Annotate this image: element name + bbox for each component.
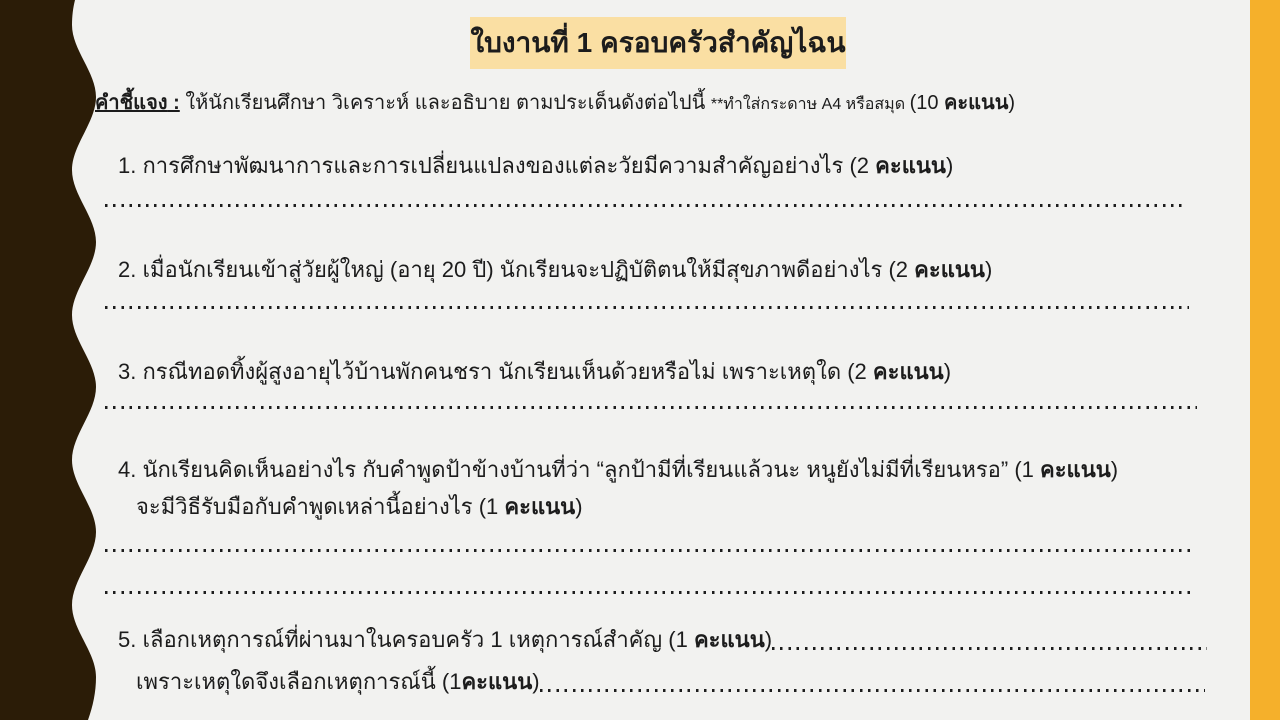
score-word: คะแนน [461, 669, 533, 694]
score-word: คะแนน [1040, 457, 1111, 482]
instructions-label [95, 92, 180, 114]
question-2 [118, 254, 992, 286]
question-text: เลือกเหตุการณ์ที่ผ่านมาในครอบครัว 1 เหตุการณ์สำคัญ [136, 627, 669, 652]
question-number: 3. [118, 359, 137, 384]
answer-line [105, 591, 1191, 594]
question-3 [118, 356, 951, 388]
instructions-score-close: ) [1008, 92, 1016, 114]
score-open: (1 [1014, 457, 1040, 482]
question-number: 5. [118, 627, 137, 652]
score-close: ) [943, 359, 952, 384]
score-close: ) [984, 257, 993, 282]
instructions-note: **ทำใส่กระดาษ A4 หรือสมุด [710, 96, 910, 113]
question-number: 2. [118, 257, 137, 282]
score-close: ) [764, 627, 773, 652]
score-open: (2 [849, 153, 876, 178]
score-open: (1 [478, 494, 505, 519]
instructions-colon: : [167, 92, 180, 114]
score-word: คะแนน [693, 627, 765, 652]
question-5-line-2-text-group [136, 666, 540, 698]
question-text: นักเรียนคิดเห็นอย่างไร กับคำพูดป้าข้างบ้านที่ว่า “ลูกป้ามีที่เรียนแล้วนะ หนูยังไม่มีที่เรียนหรอ” [136, 457, 1015, 482]
instructions-score-word: คะแนน [944, 92, 1009, 114]
instructions-text: ให้นักเรียนศึกษา วิเคราะห์ และอธิบาย ตามประเด็นดังต่อไปนี้ [179, 92, 711, 114]
question-4 [118, 454, 1118, 486]
question-5-text-group [118, 624, 772, 656]
score-close: ) [945, 153, 954, 178]
instructions-score-open: (10 [909, 92, 945, 114]
instructions-label-text: คำชี้แจง [95, 92, 168, 114]
left-wave-decoration [0, 0, 100, 720]
answer-line [105, 406, 1197, 409]
score-word: คะแนน [504, 494, 576, 519]
score-word: คะแนน [875, 153, 946, 178]
question-1 [118, 150, 953, 182]
score-open: (2 [888, 257, 915, 282]
question-text: เมื่อนักเรียนเข้าสู่วัยผู้ใหญ่ (อายุ 20 ปี) นักเรียนจะปฏิบัติตนให้มีสุขภาพดีอย่างไร [136, 257, 889, 282]
question-4-line-2 [136, 491, 583, 523]
score-open: (1 [441, 669, 462, 694]
instructions [95, 88, 1015, 118]
question-text: การศึกษาพัฒนาการและการเปลี่ยนแปลงของแต่ละวัยมีความสำคัญอย่างไร [136, 153, 850, 178]
score-close: ) [575, 494, 583, 519]
question-text: จะมีวิธีรับมือกับคำพูดเหล่านี้อย่างไร [136, 494, 479, 519]
question-5 [118, 624, 1207, 656]
answer-dots-inline [772, 647, 1207, 650]
question-5-line-2 [136, 666, 1205, 698]
question-number: 4. [118, 457, 137, 482]
score-word: คะแนน [872, 359, 944, 384]
score-close: ) [532, 669, 540, 694]
answer-line [105, 549, 1191, 552]
score-open: (2 [847, 359, 873, 384]
question-text: เพราะเหตุใดจึงเลือกเหตุการณ์นี้ [136, 669, 442, 694]
answer-line [105, 204, 1185, 207]
right-stripe-decoration [1250, 0, 1280, 720]
answer-dots-inline [540, 689, 1205, 692]
answer-line [105, 306, 1189, 309]
score-close: ) [1110, 457, 1119, 482]
page-title: ใบงานที่ 1 ครอบครัวสำคัญไฉน [470, 27, 846, 58]
score-word: คะแนน [914, 257, 985, 282]
score-open: (1 [668, 627, 694, 652]
title-banner [470, 17, 846, 69]
question-text: กรณีทอดทิ้งผู้สูงอายุไว้บ้านพักคนชรา นักเรียนเห็นด้วยหรือไม่ เพราะเหตุใด [136, 359, 848, 384]
question-number: 1. [118, 153, 137, 178]
